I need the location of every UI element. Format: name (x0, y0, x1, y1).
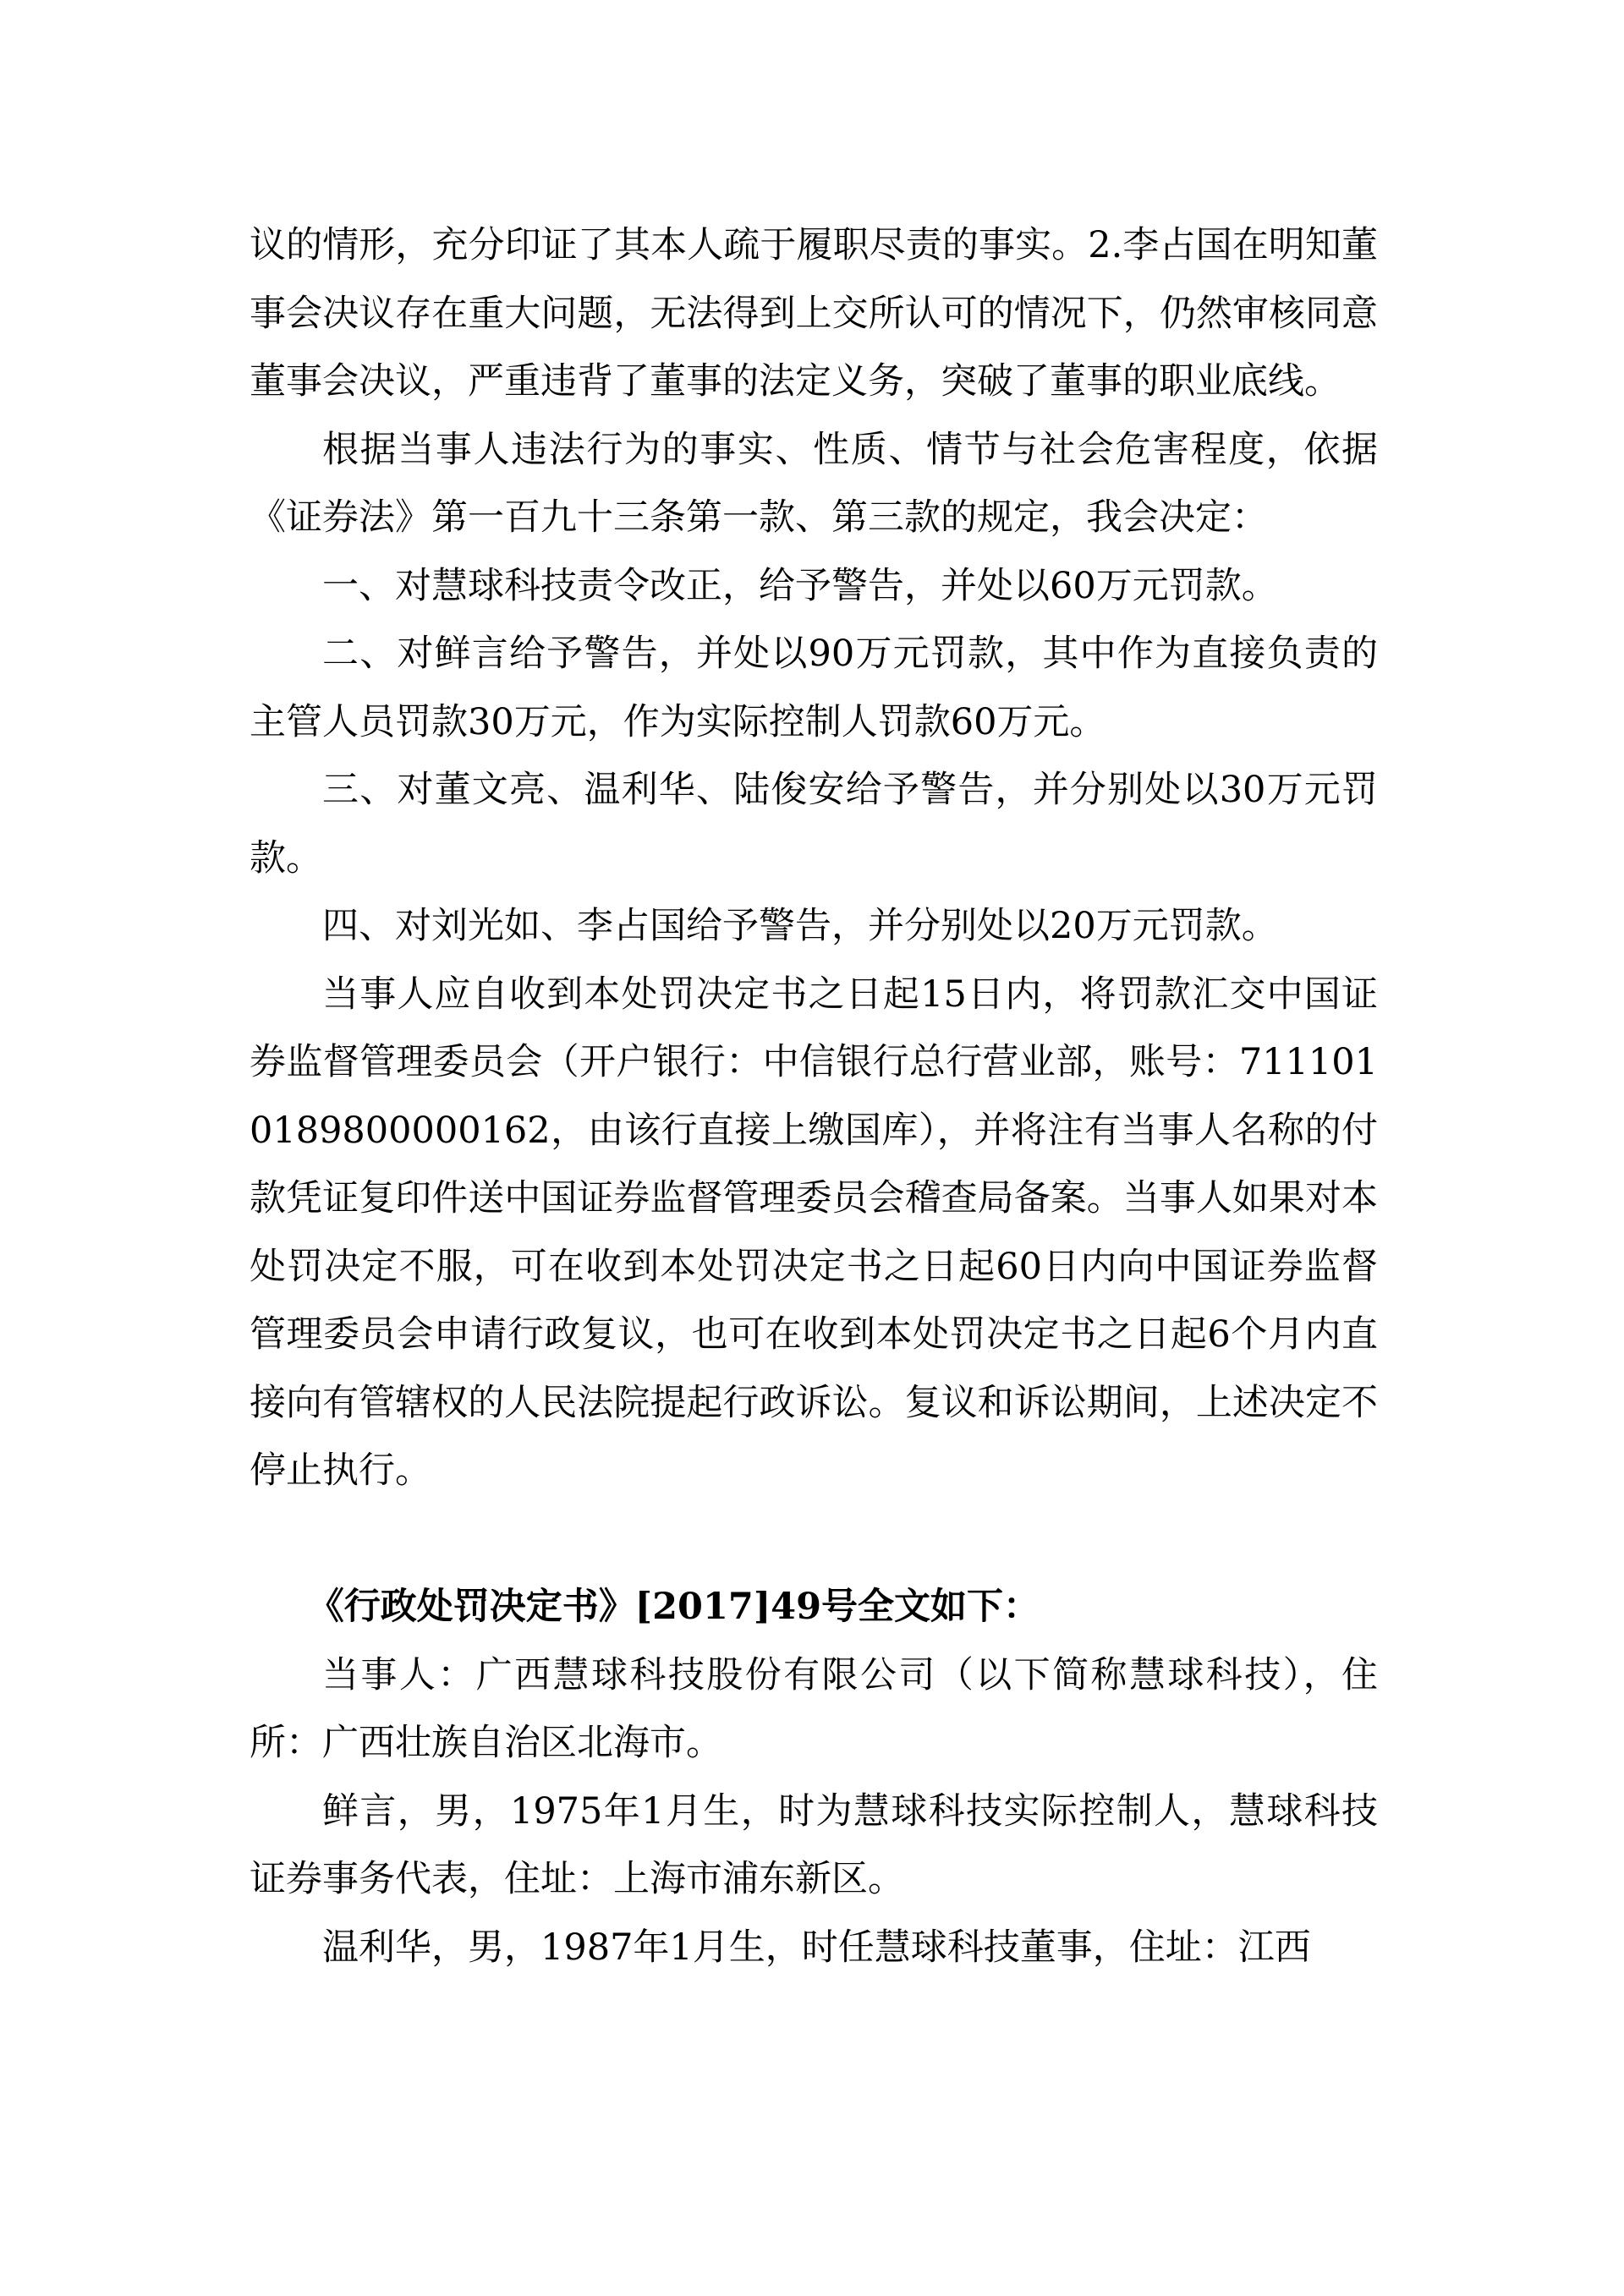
paragraph-continuation: 议的情形，充分印证了其本人疏于履职尽责的事实。2.李占国在明知董事会决议存在重大问题，无法得到上交所认可的情况下，仍然审核同意董事会决议，严重违背了董事的法定义务，突破了董事的职业底线。 (250, 224, 1378, 403)
party-company: 当事人：广西慧球科技股份有限公司（以下简称慧球科技），住所：广西壮族自治区北海市。 (250, 1653, 1378, 1764)
blank-line (250, 1505, 1378, 1574)
paragraph-legal-basis: 根据当事人违法行为的事实、性质、情节与社会危害程度，依据《证券法》第一百九十三条第一款、第三款的规定，我会决定： (250, 428, 1378, 539)
decision-item-3: 三、对董文亮、温利华、陆俊安给予警告，并分别处以30万元罚款。 (250, 769, 1378, 879)
party-person-2: 温利华，男，1987年1月生，时任慧球科技董事，住址：江西 (322, 1926, 1311, 1969)
paragraph-payment-and-appeal: 当事人应自收到本处罚决定书之日起15日内，将罚款汇交中国证券监督管理委员会（开户银行：中信银行总行营业部，账号：7111010189800000162，由该行直接上缴国库），并将注有当事人名称的付款凭证复印件送中国证券监督管理委员会稽查局备案。当事人如果对本处罚决定不服，可在收到本处罚决定书之日起60日内向中国证券监督管理委员会申请行政复议，也可在收到本处罚决定书之日起6个月内直接向有管辖权的人民法院提起行政诉讼。复议和诉讼期间，上述决定不停止执行。 (250, 973, 1378, 1492)
party-person-1: 鲜言，男，1975年1月生，时为慧球科技实际控制人，慧球科技证券事务代表，住址：上海市浦东新区。 (250, 1789, 1378, 1900)
decision-item-4: 四、对刘光如、李占国给予警告，并分别处以20万元罚款。 (322, 905, 1278, 947)
document-page (250, 211, 1378, 1981)
decision-item-2: 二、对鲜言给予警告，并处以90万元罚款，其中作为直接负责的主管人员罚款30万元，作为实际控制人罚款60万元。 (250, 633, 1378, 743)
section-heading: 《行政处罚决定书》[2017]49号全文如下： (307, 1586, 1040, 1628)
decision-item-1: 一、对慧球科技责令改正，给予警告，并处以60万元罚款。 (322, 564, 1278, 607)
